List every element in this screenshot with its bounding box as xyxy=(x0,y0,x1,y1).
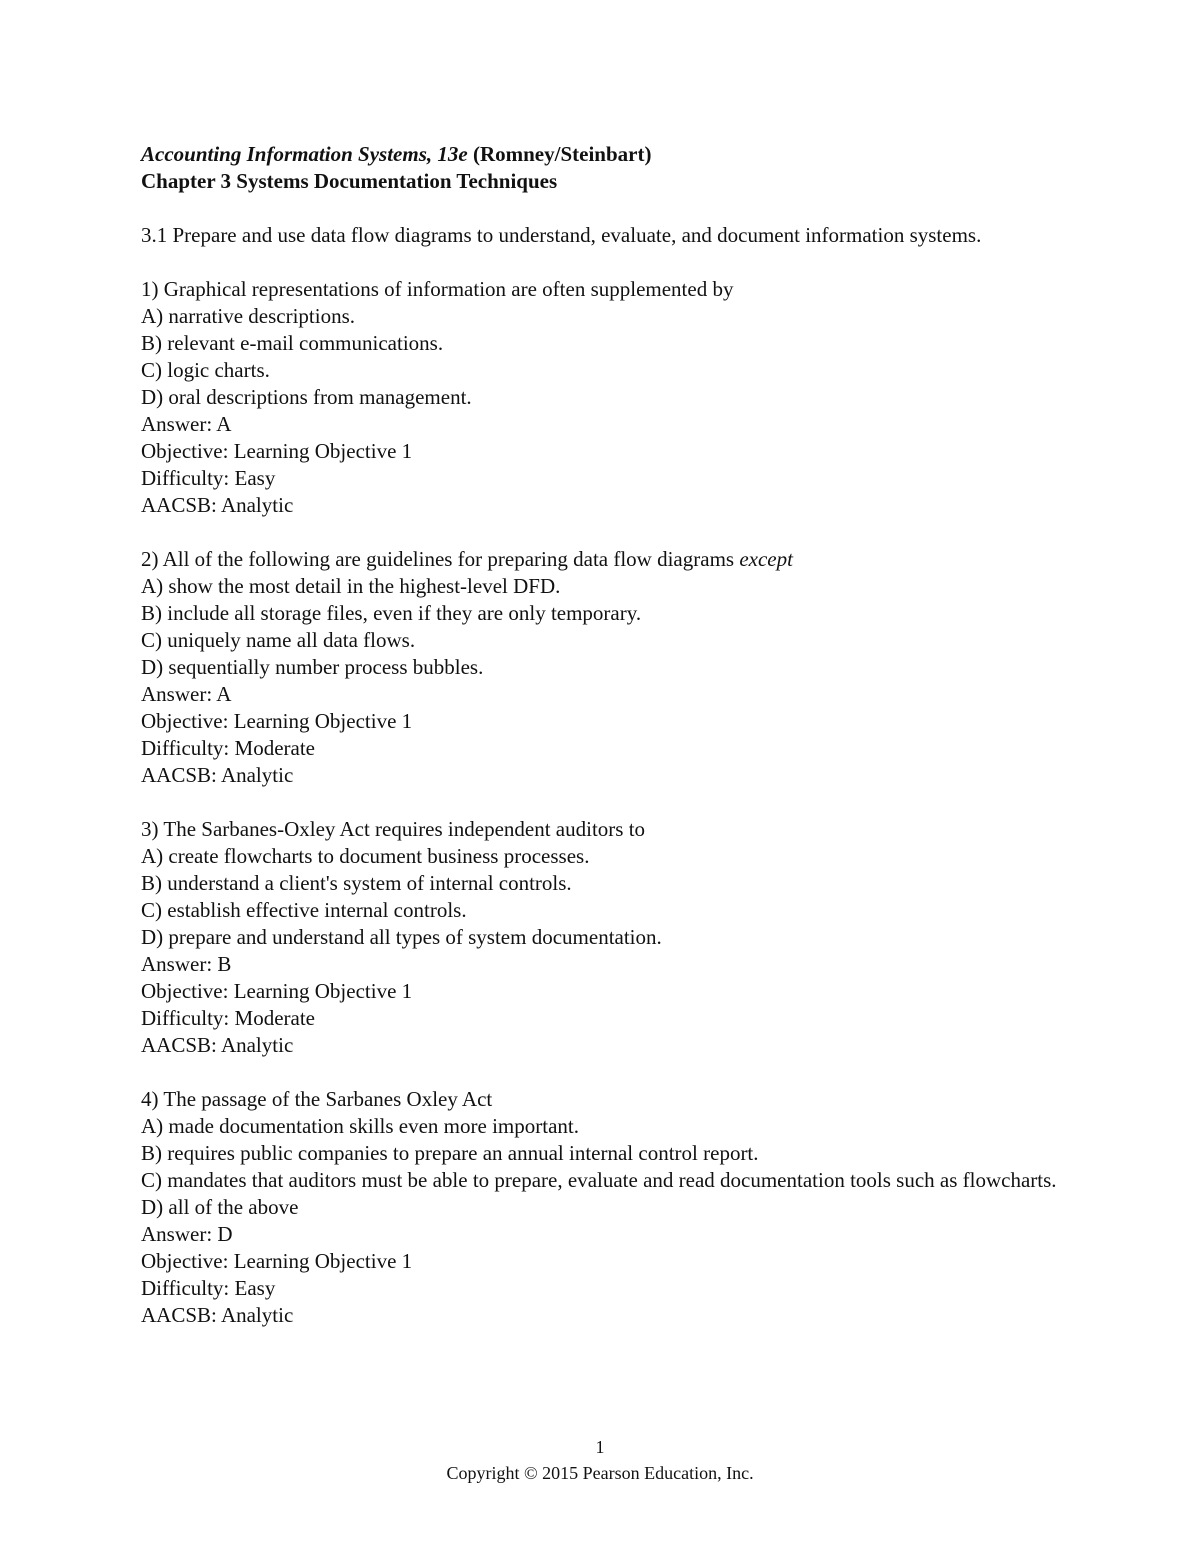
question-3 xyxy=(141,816,1071,1059)
answer: Answer: A xyxy=(141,682,232,706)
question-1 xyxy=(141,276,1071,519)
aacsb: AACSB: Analytic xyxy=(141,493,294,517)
copyright-notice: Copyright © 2015 Pearson Education, Inc. xyxy=(446,1463,754,1483)
option-c: C) establish effective internal controls. xyxy=(141,898,467,922)
option-b: B) relevant e-mail communications. xyxy=(141,331,444,355)
option-b: B) requires public companies to prepare an annual internal control report. xyxy=(141,1141,759,1165)
objective: Objective: Learning Objective 1 xyxy=(141,979,413,1003)
option-a: A) made documentation skills even more important. xyxy=(141,1114,579,1138)
answer: Answer: D xyxy=(141,1222,233,1246)
objective: Objective: Learning Objective 1 xyxy=(141,1249,413,1273)
page-number: 1 xyxy=(595,1437,605,1457)
option-b: B) understand a client's system of internal controls. xyxy=(141,871,572,895)
aacsb: AACSB: Analytic xyxy=(141,1303,294,1327)
option-c: C) uniquely name all data flows. xyxy=(141,628,416,652)
spacer xyxy=(141,1059,1071,1086)
chapter-title: Chapter 3 Systems Documentation Techniques xyxy=(141,169,558,193)
option-a: A) show the most detail in the highest-level DFD. xyxy=(141,574,561,598)
spacer xyxy=(141,519,1071,546)
difficulty: Difficulty: Moderate xyxy=(141,736,315,760)
emphasis-except: except xyxy=(739,547,793,571)
option-d: D) prepare and understand all types of system documentation. xyxy=(141,925,662,949)
question-stem: 2) All of the following are guidelines for preparing data flow diagrams except xyxy=(141,547,793,571)
page-footer xyxy=(0,1434,1200,1486)
option-a: A) create flowcharts to document business processes. xyxy=(141,844,590,868)
option-d: D) sequentially number process bubbles. xyxy=(141,655,484,679)
question-stem: 1) Graphical representations of information are often supplemented by xyxy=(141,277,734,301)
objective: Objective: Learning Objective 1 xyxy=(141,439,413,463)
question-stem: 3) The Sarbanes-Oxley Act requires independent auditors to xyxy=(141,817,646,841)
spacer xyxy=(141,789,1071,816)
option-a: A) narrative descriptions. xyxy=(141,304,356,328)
aacsb: AACSB: Analytic xyxy=(141,763,294,787)
objective: Objective: Learning Objective 1 xyxy=(141,709,413,733)
book-authors: (Romney/Steinbart) xyxy=(467,142,652,166)
option-d: D) oral descriptions from management. xyxy=(141,385,472,409)
answer: Answer: B xyxy=(141,952,232,976)
learning-objective-heading: 3.1 Prepare and use data flow diagrams to understand, evaluate, and document information systems. xyxy=(141,223,982,247)
difficulty: Difficulty: Moderate xyxy=(141,1006,315,1030)
page-content xyxy=(141,141,1071,1329)
question-4 xyxy=(141,1086,1071,1329)
difficulty: Difficulty: Easy xyxy=(141,1276,276,1300)
book-title-line xyxy=(141,141,1071,168)
difficulty: Difficulty: Easy xyxy=(141,466,276,490)
spacer xyxy=(141,249,1071,276)
question-2 xyxy=(141,546,1071,789)
answer: Answer: A xyxy=(141,412,232,436)
book-title: Accounting Information Systems, 13e xyxy=(141,142,468,166)
question-stem: 4) The passage of the Sarbanes Oxley Act xyxy=(141,1087,493,1111)
option-d: D) all of the above xyxy=(141,1195,299,1219)
option-b: B) include all storage files, even if they are only temporary. xyxy=(141,601,642,625)
option-c: C) logic charts. xyxy=(141,358,270,382)
spacer xyxy=(141,195,1071,222)
option-c: C) mandates that auditors must be able to prepare, evaluate and read documentation tools such as flowcharts. xyxy=(141,1168,1057,1192)
aacsb: AACSB: Analytic xyxy=(141,1033,294,1057)
